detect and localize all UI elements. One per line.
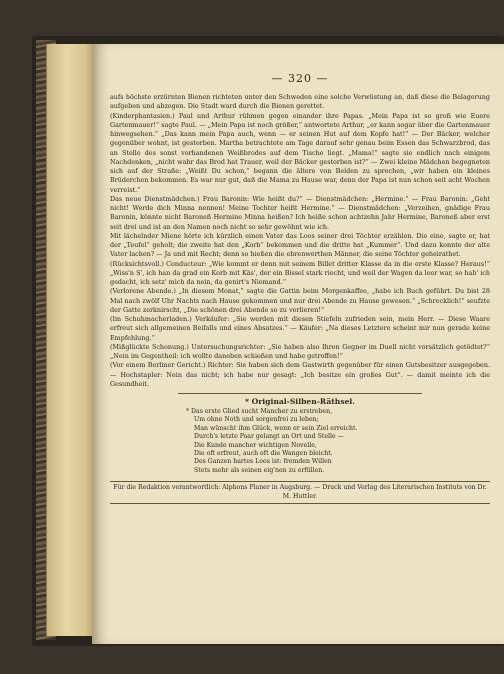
paragraph: aufs höchste erzürnten Bienen richteten unter den Schweden eine solche Verwüstung an, daß diese die Belagerung aufgeben und abzogen. Die Stadt ward durch die Bienen gerettet. — [110, 93, 490, 111]
poem-line: Die Kunde mancher wichtigen Novelle, — [194, 441, 317, 449]
paragraph: (Im Schuhmacherladen.) Verkäufer: „Sie werden mit diesen Stiefeln zufrieden sein, mein Herr. — Diese Waare erfreut sich allgemeinen Beifalls und eines Absatzes.“ — Käufer: „Na dieses Letztere scheint mir nun gerade keine Empfehlung.“ — [110, 315, 490, 342]
paragraph: (Verlorene Abende.) „In diesem Monat,“ sagte die Gattin beim Morgenkaffee, „habe ich Buch geführt. Du bist 28 Mal nach zwölf Uhr Nachts nach Hause gekommen und nur drei Abende zu Hause gewesen.“ „Schrecklich!“ seufzte der Gatte zerknirscht, „Die schönen drei Abende so zu verlieren!“ — [110, 287, 490, 314]
poem-line: Stets mehr als seinen eig'nen zu erfüllen. — [194, 466, 325, 474]
body-text — [110, 93, 490, 389]
poem-line: Durch's letzte Paar gelangt an Ort und Stelle — — [194, 433, 344, 441]
paragraph: (Kinderphantasien.) Paul und Arthur rühmen gegen einander ihre Papas. „Mein Papa ist so groß wie Euere Gartenmauer!“ sagte Paul. — „Mein Papa ist noch größer,“ antwortete Arthur, „er kann sogar über die Gartenmauer hinwegsehen.“ „Das kann mein Papa auch, wenn — er seinen Hut auf dem Kopfe hat!“ — Der Bäcker, welcher gegenüber wohnt, ist gestorben. Martha betrachtete am Tage darauf sehr genau beim Essen das Schwarzbrod, das an Stelle des sonst vorhandenen Weißbrodes auf dem Tische liegt. „Mama!“ sagte sie endlich nach einigem Nachdenken, „nicht wahr das Brod hat Trauer, weil der Bäcker gestorben ist?“ — Zwei kleine Mädchen begegneten sich auf der Straße: „Weißt Du schon,“ begann die ältere von Beiden zu sprechen, „wir haben ein kleines Brüderchen bekommen. Es war nur gut, daß die Mama zu Hause war, denn der Papa ist nun schon seit acht Wochen verreist.“ — [110, 111, 490, 194]
poem-line: Des Ganzen hartes Loos ist: fremden Willen — [194, 458, 332, 466]
riddle-poem — [186, 408, 414, 475]
poem-line: * Das erste Glied sucht Mancher zu erstreben, — [186, 408, 333, 415]
riddle-title: * Original-Silben-Räthsel. — [245, 397, 355, 406]
divider — [178, 393, 421, 394]
paragraph: Das neue Dienstmädchen.) Frau Baronin: Wie heißt du?“ — Dienstmädchen: „Hermine.“ — Frau Baronin: „Geht nicht! Werde dich Minna nennen! Meine Tochter heißt Hermine.“ — Dienstmädchen: „Verzeihen, gnädige Frau Baronin, könnte nicht Baroneß Hermine Minna heißen? Ich heiße schon achtzehn Jahr Hermine, Baroneß aber erst seit drei und ist an den Namen noch nicht so sehr gewöhnt wie ich. — [110, 194, 490, 231]
paragraph: (Rücksichtsvoll.) Conducteur: „Wie kommt er denn mit seinem Billet dritter Klasse da in die erste Klasse? Heraus!“ „Wiss'n S', ich han da grad ein Korb mit Käs', der ein Bissel stark riecht, und weil der Wagen da leer war, so hab' ich gedacht, ich setz' mich da nein, da genirt's Niemand.“ — [110, 259, 490, 286]
page-number: — 320 — — [271, 72, 329, 85]
poem-line: Um ohne Noth und sorgenfrei zu leben; — [194, 416, 319, 424]
publisher-imprint: Für die Redaktion verantwortlich: Alphons Planer in Augsburg. — Druck und Verlag des Literarischen Instituts von Dr. M. Huttler. — [110, 481, 490, 504]
page-edges — [46, 44, 95, 636]
poem-line: Die oft erfreut, auch oft die Wangen bleicht. — [194, 450, 333, 458]
paragraph: Mit lächelnder Miene hörte ich kürzlich einen Vater das Loos seiner drei Töchter erzählen. Die eine, sagte er, hat der „Teufel“ geholt; die zweite hat den „Korb“ bekommen und die dritte hat „Kummer“. Und dazu konnte der alte Vater lachen? — Ja und mit Recht; denn so hießen die ehrenwerthen Männer, die seine Töchter geheirathet. — [110, 231, 490, 259]
poem-line: Man wünscht ihm Glück, wenn er sein Ziel erreicht. — [194, 424, 358, 432]
paragraph: (Mißglückte Schonung.) Untersuchungsrichter: „Sie haben also Ihren Gegner im Duell nicht vorsätzlich getödtet?“ „Nein im Gegentheil: ich wollte daneben schießen und habe getroffen!“ — [110, 342, 490, 360]
page-content — [110, 56, 490, 504]
paragraph: (Vor einem Berliner Gericht.) Richter: Sie haben sich dem Gastwirth gegenüber für einen Gutsbesitzer ausgegeben. — Hochstapler: Nein das nicht; ich habe nur gesagt: „Ich besitze ein großes Gut“. — damit meinte ich die Gesundheit. — [110, 361, 490, 388]
